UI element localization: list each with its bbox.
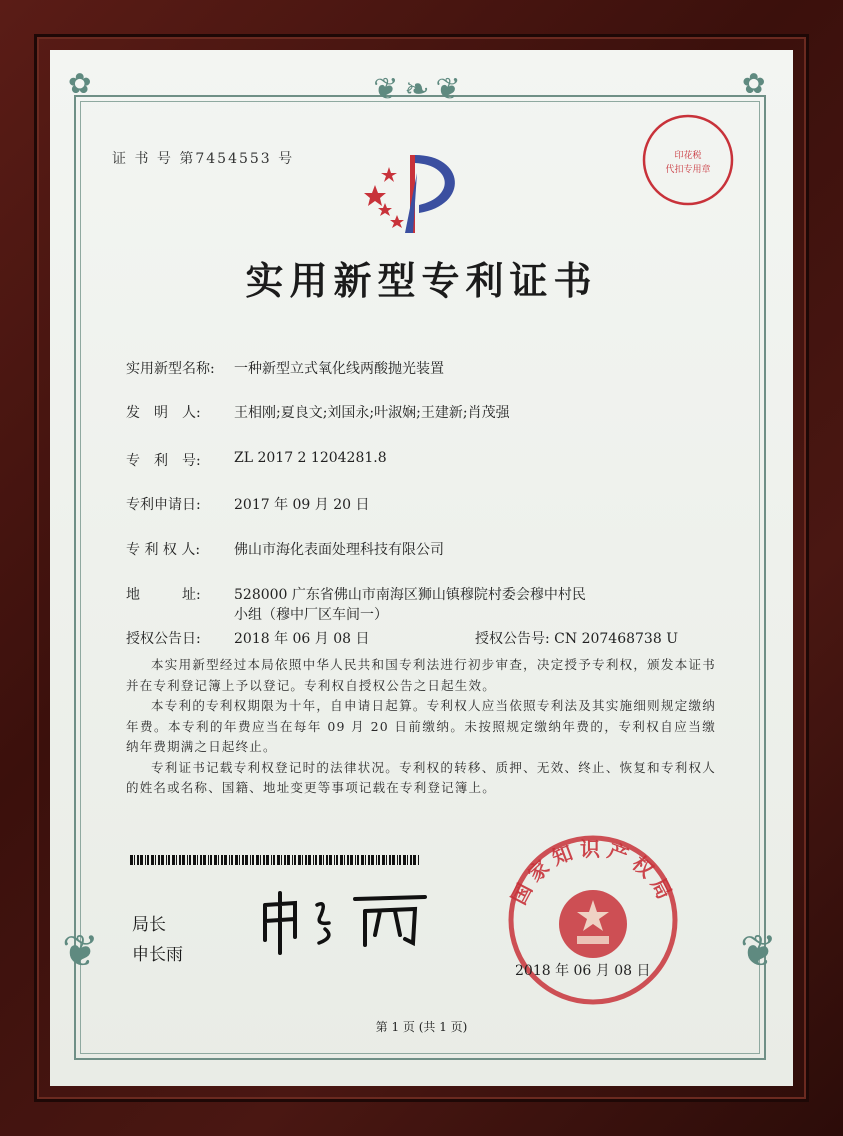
field-patent-number: 专 利 号: ZL 2017 2 1204281.8 (126, 450, 387, 469)
field-inventors: 发 明 人: 王相刚;夏良文;刘国永;叶淑娴;王建新;肖茂强 (126, 405, 510, 421)
director-title: 局长 (132, 915, 166, 935)
notice-paragraph: 本实用新型经过本局依照中华人民共和国专利法进行初步审查，决定授予专利权，颁发本证书并在专利登记簿上予以登记。专利权自授权公告之日起生效。 (126, 657, 716, 693)
corner-ornament-bottom-left: ❦ (62, 926, 99, 977)
page-number: 第 1 页 (共 1 页) (375, 1020, 468, 1034)
publication-number: 授权公告号: CN 207468738 U (475, 631, 678, 647)
notice-paragraph: 本专利的专利权期限为十年，自申请日起算。专利权人应当依照专利法及其实施细则规定缴纳年费。本专利的年费应当在每年 09 月 20 日前缴纳。未按照规定缴纳年费的，专利权自应当缴纳年费期满之日起终止。 (126, 698, 716, 754)
tax-stamp-seal (638, 110, 738, 210)
svg-text:代扣专用章: 代扣专用章 (665, 165, 711, 175)
legal-notice (126, 655, 716, 799)
seal-date: 2018 年 06 月 08 日 (515, 963, 651, 979)
certificate-number: 证 书 号 第7454553 号 (112, 151, 295, 167)
patent-office-logo (355, 145, 485, 245)
director-signature (255, 885, 445, 955)
certificate-paper (50, 50, 793, 1086)
barcode (130, 855, 422, 865)
director-name: 申长雨 (132, 945, 183, 965)
corner-ornament-bottom-right: ❦ (740, 926, 777, 977)
corner-ornament-top-left: ✿ (68, 67, 92, 100)
corner-ornament-top-right: ✿ (742, 67, 766, 100)
notice-paragraph: 专利证书记载专利权登记时的法律状况。专利权的转移、质押、无效、终止、恢复和专利权人的姓名或名称、国籍、地址变更等事项记载在专利登记簿上。 (126, 759, 716, 795)
field-grant-date: 授权公告日: 2018 年 06 月 08 日 (126, 631, 370, 647)
field-patentee: 专 利 权 人: 佛山市海化表面处理科技有限公司 (126, 542, 444, 558)
field-application-date: 专利申请日: 2017 年 09 月 20 日 (126, 497, 370, 513)
seal-text: 国家知识产权局 (506, 837, 680, 909)
official-seal (483, 828, 703, 1008)
svg-text:印花税: 印花税 (674, 151, 702, 161)
top-ornament: ❦❧❦ (373, 72, 467, 107)
field-address: 地 址: 528000 广东省佛山市南海区狮山镇穆院村委会穆中村民 小组（穆中厂区车间一） (126, 587, 586, 623)
field-utility-name: 实用新型名称: 一种新型立式氧化线两酸抛光装置 (126, 361, 444, 377)
certificate-title: 实用新型专利证书 (245, 258, 598, 303)
